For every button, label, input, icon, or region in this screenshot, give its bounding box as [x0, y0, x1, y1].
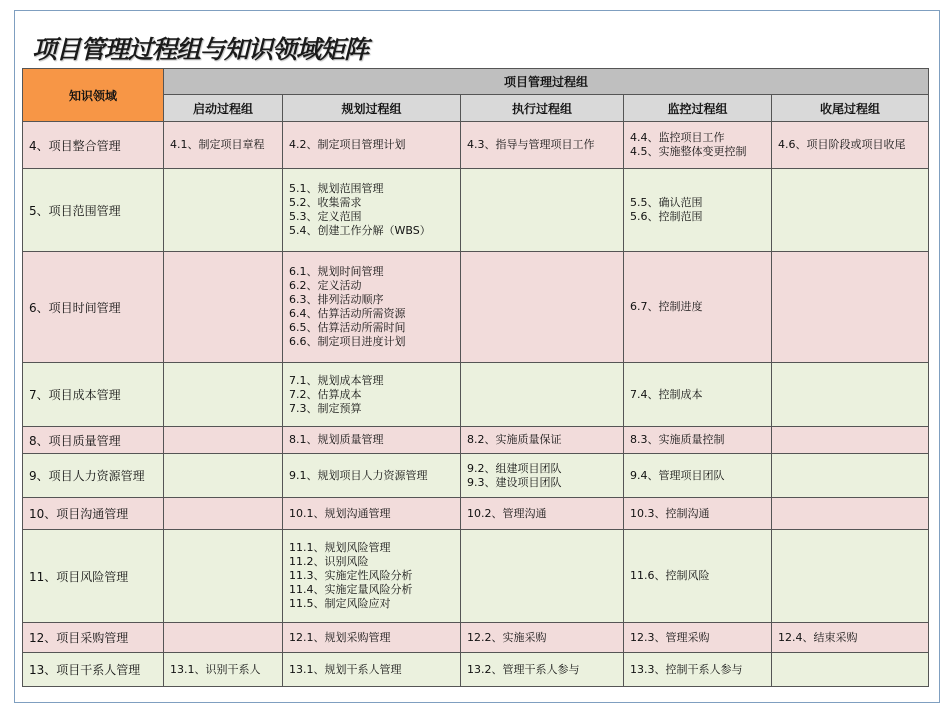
knowledge-area-cell: 6、项目时间管理	[23, 252, 164, 363]
process-item: 11.4、实施定量风险分析	[289, 583, 413, 596]
knowledge-area-cell: 13、项目干系人管理	[23, 653, 164, 687]
process-cell-initiating	[164, 454, 283, 498]
knowledge-area-cell: 8、项目质量管理	[23, 427, 164, 454]
table-row	[23, 454, 929, 498]
process-cell-monitoring	[624, 623, 772, 653]
process-item: 6.6、制定项目进度计划	[289, 335, 406, 348]
process-cell-planning	[283, 623, 461, 653]
group-header-executing: 执行过程组	[461, 95, 624, 122]
table-row	[23, 363, 929, 427]
process-groups-header: 项目管理过程组	[164, 69, 929, 95]
process-cell-executing	[461, 623, 624, 653]
table-row	[23, 530, 929, 623]
process-cell-initiating	[164, 252, 283, 363]
process-cell-planning	[283, 122, 461, 169]
process-item: 13.3、控制干系人参与	[630, 662, 743, 676]
process-cell-monitoring	[624, 122, 772, 169]
table-row	[23, 498, 929, 530]
process-item: 9.1、规划项目人力资源管理	[289, 468, 428, 482]
process-item: 11.2、识别风险	[289, 555, 369, 568]
process-item: 5.5、确认范围	[630, 196, 703, 209]
table-row	[23, 653, 929, 687]
process-cell-planning	[283, 169, 461, 252]
process-item: 7.3、制定预算	[289, 401, 362, 415]
process-cell-initiating	[164, 363, 283, 427]
process-cell-closing	[772, 454, 929, 498]
table-row	[23, 169, 929, 252]
process-item: 11.3、实施定性风险分析	[289, 569, 413, 582]
process-item: 9.2、组建项目团队	[467, 461, 562, 475]
process-cell-initiating	[164, 623, 283, 653]
process-item: 12.1、规划采购管理	[289, 630, 391, 644]
process-cell-closing	[772, 252, 929, 363]
process-cell-executing	[461, 363, 624, 427]
process-item: 10.2、管理沟通	[467, 506, 547, 520]
process-item: 7.1、规划成本管理	[289, 373, 384, 387]
process-cell-executing	[461, 498, 624, 530]
process-item: 6.1、规划时间管理	[289, 265, 384, 278]
process-cell-monitoring	[624, 427, 772, 454]
table-row	[23, 427, 929, 454]
process-cell-monitoring	[624, 252, 772, 363]
process-cell-closing	[772, 653, 929, 687]
process-cell-initiating	[164, 122, 283, 169]
process-cell-monitoring	[624, 498, 772, 530]
process-cell-executing	[461, 530, 624, 623]
process-cell-planning	[283, 427, 461, 454]
process-cell-closing	[772, 498, 929, 530]
process-item: 6.4、估算活动所需资源	[289, 307, 406, 320]
knowledge-area-cell: 4、项目整合管理	[23, 122, 164, 169]
process-item: 4.1、制定项目章程	[170, 138, 265, 151]
process-item: 7.4、控制成本	[630, 387, 703, 401]
process-item: 12.3、管理采购	[630, 630, 710, 644]
process-item: 8.2、实施质量保证	[467, 433, 562, 446]
knowledge-area-header: 知识领域	[23, 69, 164, 122]
process-item: 11.5、制定风险应对	[289, 597, 391, 610]
group-header-monitoring: 监控过程组	[624, 95, 772, 122]
process-cell-closing	[772, 530, 929, 623]
process-cell-planning	[283, 252, 461, 363]
process-item: 8.1、规划质量管理	[289, 433, 384, 446]
process-item: 4.5、实施整体变更控制	[630, 145, 747, 158]
process-cell-executing	[461, 122, 624, 169]
process-item: 5.6、控制范围	[630, 210, 703, 223]
process-cell-closing	[772, 169, 929, 252]
process-item: 4.6、项目阶段或项目收尾	[778, 138, 906, 151]
process-item: 8.3、实施质量控制	[630, 433, 725, 446]
process-cell-executing	[461, 454, 624, 498]
process-item: 9.3、建设项目团队	[467, 475, 562, 489]
process-item: 5.1、规划范围管理	[289, 182, 384, 195]
group-header-planning: 规划过程组	[283, 95, 461, 122]
process-cell-initiating	[164, 653, 283, 687]
process-cell-closing	[772, 363, 929, 427]
process-item: 13.2、管理干系人参与	[467, 662, 580, 676]
process-item: 9.4、管理项目团队	[630, 468, 725, 482]
process-cell-initiating	[164, 530, 283, 623]
process-item: 11.6、控制风险	[630, 569, 710, 582]
process-cell-monitoring	[624, 653, 772, 687]
process-cell-monitoring	[624, 530, 772, 623]
process-cell-monitoring	[624, 169, 772, 252]
process-item: 4.2、制定项目管理计划	[289, 138, 406, 151]
process-item: 13.1、规划干系人管理	[289, 662, 402, 676]
process-cell-executing	[461, 653, 624, 687]
knowledge-area-cell: 11、项目风险管理	[23, 530, 164, 623]
process-cell-planning	[283, 498, 461, 530]
matrix-body	[23, 122, 929, 687]
process-cell-executing	[461, 169, 624, 252]
knowledge-area-cell: 5、项目范围管理	[23, 169, 164, 252]
process-item: 13.1、识别干系人	[170, 662, 261, 676]
process-knowledge-matrix	[22, 68, 929, 687]
process-cell-initiating	[164, 498, 283, 530]
group-header-closing: 收尾过程组	[772, 95, 929, 122]
process-cell-initiating	[164, 427, 283, 454]
process-cell-executing	[461, 427, 624, 454]
group-header-initiating: 启动过程组	[164, 95, 283, 122]
process-item: 10.1、规划沟通管理	[289, 506, 391, 520]
process-item: 10.3、控制沟通	[630, 506, 710, 520]
process-item: 6.2、定义活动	[289, 279, 362, 292]
process-item: 5.2、收集需求	[289, 196, 362, 209]
table-row	[23, 252, 929, 363]
process-item: 11.1、规划风险管理	[289, 541, 391, 554]
process-cell-initiating	[164, 169, 283, 252]
process-item: 6.5、估算活动所需时间	[289, 321, 406, 334]
process-cell-planning	[283, 653, 461, 687]
knowledge-area-cell: 7、项目成本管理	[23, 363, 164, 427]
process-item: 4.3、指导与管理项目工作	[467, 138, 595, 151]
process-item: 7.2、估算成本	[289, 387, 362, 401]
process-item: 5.4、创建工作分解（WBS）	[289, 224, 431, 237]
table-row	[23, 623, 929, 653]
process-item: 6.7、控制进度	[630, 300, 703, 313]
process-item: 6.3、排列活动顺序	[289, 293, 384, 306]
table-row	[23, 122, 929, 169]
process-cell-closing	[772, 427, 929, 454]
process-cell-monitoring	[624, 454, 772, 498]
knowledge-area-cell: 10、项目沟通管理	[23, 498, 164, 530]
process-cell-closing	[772, 122, 929, 169]
page-title: 项目管理过程组与知识领域矩阵	[32, 35, 369, 64]
process-item: 12.4、结束采购	[778, 630, 858, 644]
process-cell-closing	[772, 623, 929, 653]
knowledge-area-cell: 9、项目人力资源管理	[23, 454, 164, 498]
process-cell-planning	[283, 530, 461, 623]
process-item: 4.4、监控项目工作	[630, 131, 725, 144]
process-cell-planning	[283, 454, 461, 498]
process-item: 5.3、定义范围	[289, 210, 362, 223]
process-cell-executing	[461, 252, 624, 363]
process-cell-monitoring	[624, 363, 772, 427]
process-cell-planning	[283, 363, 461, 427]
knowledge-area-cell: 12、项目采购管理	[23, 623, 164, 653]
process-item: 12.2、实施采购	[467, 630, 547, 644]
